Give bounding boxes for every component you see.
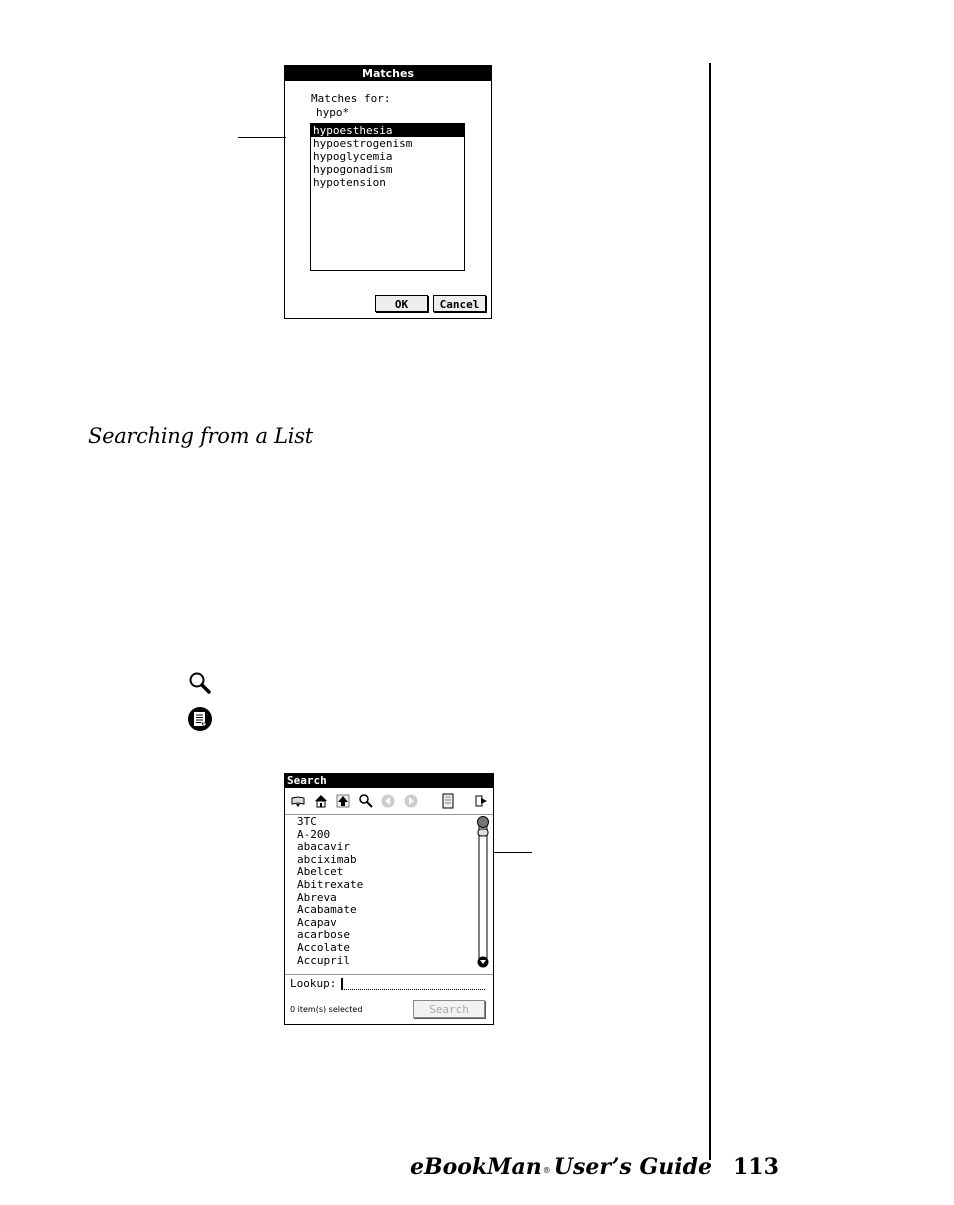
selected-count: 0 item(s) selected — [290, 1005, 363, 1014]
matches-prompt: Matches for: — [311, 92, 391, 105]
matches-dialog — [284, 65, 492, 319]
matches-list-item[interactable]: hypogonadism — [313, 163, 393, 176]
list-item[interactable]: 3TC — [297, 815, 317, 828]
lookup-input[interactable] — [342, 977, 485, 990]
matches-list-item[interactable]: hypoestrogenism — [313, 137, 413, 150]
section-heading: Searching from a List — [88, 424, 313, 448]
magnifier-icon[interactable] — [358, 793, 374, 809]
search-icon — [187, 670, 213, 696]
footer-title — [410, 1154, 712, 1180]
list-item[interactable]: A-200 — [297, 827, 331, 841]
list-item[interactable]: abciximab — [297, 852, 357, 866]
page-number: 113 — [733, 1154, 779, 1180]
matches-dialog-title: Matches — [285, 66, 491, 81]
registered-mark: ® — [542, 1166, 551, 1175]
list-item[interactable]: Accupril — [297, 953, 350, 967]
cancel-button[interactable]: Cancel — [433, 295, 486, 312]
list-item[interactable]: abacavir — [297, 840, 350, 854]
lookup-label: Lookup: — [290, 977, 337, 990]
up-arrow-icon[interactable] — [335, 793, 351, 809]
matches-list-item[interactable]: hypoesthesia — [311, 124, 464, 137]
list-item[interactable]: Acabamate — [297, 903, 357, 917]
page-divider — [709, 63, 711, 1160]
callout-line-matches — [238, 137, 286, 138]
search-window — [284, 773, 494, 1025]
list-icon — [187, 706, 213, 732]
lookup-row — [285, 974, 493, 992]
exit-icon[interactable] — [473, 793, 489, 809]
list-item[interactable]: Accolate — [297, 940, 350, 954]
search-results-list[interactable] — [297, 816, 477, 967]
scrollbar[interactable] — [476, 816, 490, 968]
search-window-title: Search — [285, 774, 493, 788]
forward-icon[interactable] — [403, 793, 419, 809]
search-toolbar — [285, 788, 493, 815]
open-book-icon[interactable] — [290, 793, 306, 809]
search-button[interactable]: Search — [413, 1000, 485, 1018]
back-icon[interactable] — [380, 793, 396, 809]
list-item[interactable]: Abitrexate — [297, 877, 364, 891]
matches-list-item[interactable]: hypotension — [313, 176, 386, 189]
matches-list[interactable] — [310, 123, 465, 271]
matches-query: hypo* — [316, 106, 350, 119]
bookmark-icon[interactable] — [440, 793, 456, 809]
footer-brand: eBookMan — [410, 1154, 542, 1180]
list-item[interactable]: Abreva — [297, 890, 337, 904]
callout-line-scrollbar — [494, 852, 532, 853]
footer-subtitle: User’s Guide — [553, 1154, 712, 1180]
list-item[interactable]: Acapav — [297, 915, 337, 929]
list-item[interactable]: Abelcet — [297, 865, 344, 879]
matches-list-item[interactable]: hypoglycemia — [313, 150, 393, 163]
ok-button[interactable]: OK — [375, 295, 428, 312]
home-icon[interactable] — [313, 793, 329, 809]
list-item[interactable]: acarbose — [297, 928, 350, 942]
